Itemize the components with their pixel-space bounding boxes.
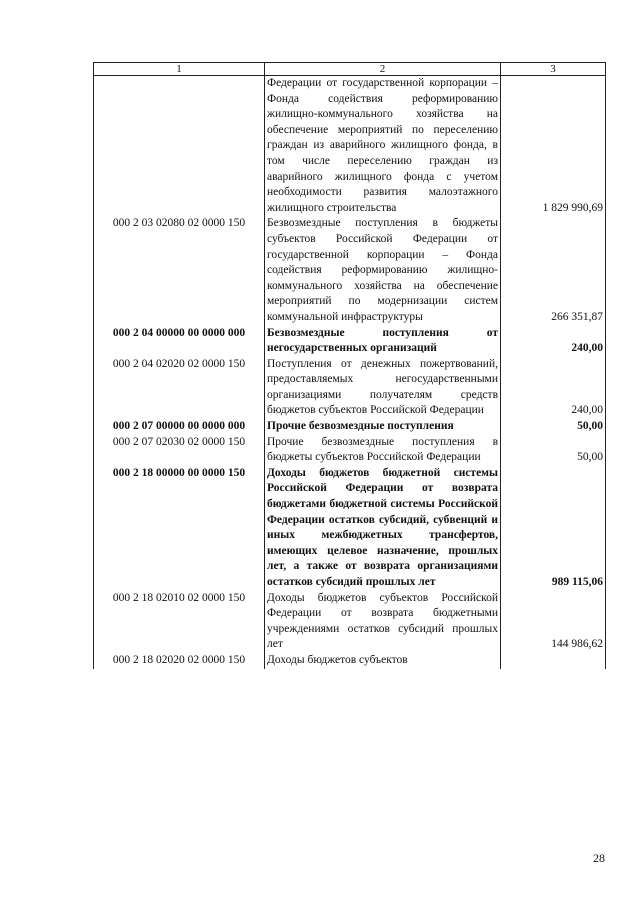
row-name: Поступления от денежных пожертвований, предоставляемых негосударственными организациями получателям средств бюджетов субъектов Российской Федерации	[265, 357, 501, 419]
row-amount: 144 986,62	[501, 591, 606, 653]
header-col-3: 3	[501, 63, 606, 76]
row-code: 000 2 07 00000 00 0000 000	[94, 419, 265, 435]
row-code: 000 2 04 00000 00 0000 000	[94, 326, 265, 357]
row-amount: 266 351,87	[501, 216, 606, 325]
row-amount	[501, 653, 606, 669]
row-name: Прочие безвозмездные поступления в бюджеты субъектов Российской Федерации	[265, 435, 501, 466]
row-code: 000 2 03 02080 02 0000 150	[94, 216, 265, 325]
row-name: Безвозмездные поступления в бюджеты субъектов Российской Федерации от государственной корпорации – Фонда содействия реформированию жилищно-коммунального хозяйства на обеспечение мероприятий по модернизации систем коммунальной инфраструктуры	[265, 216, 501, 325]
row-code	[94, 76, 265, 217]
row-code: 000 2 18 02020 02 0000 150	[94, 653, 265, 669]
row-name: Прочие безвозмездные поступления	[265, 419, 501, 435]
header-col-2: 2	[265, 63, 501, 76]
table-row	[94, 419, 606, 435]
row-amount: 1 829 990,69	[501, 76, 606, 217]
row-code: 000 2 18 02010 02 0000 150	[94, 591, 265, 653]
income-table	[93, 62, 606, 669]
table-row	[94, 591, 606, 653]
row-name: Доходы бюджетов бюджетной системы Российской Федерации от возврата бюджетами бюджетной системы Российской Федерации остатков субсидий, субвенций и иных межбюджетных трансфертов, имеющих целевое назначение, прошлых лет, а также от возврата организациями остатков субсидий прошлых лет	[265, 466, 501, 591]
row-code: 000 2 07 02030 02 0000 150	[94, 435, 265, 466]
table-row	[94, 653, 606, 669]
page-number: 28	[593, 851, 605, 865]
row-amount: 240,00	[501, 326, 606, 357]
row-amount: 240,00	[501, 357, 606, 419]
row-amount: 50,00	[501, 419, 606, 435]
row-name: Безвозмездные поступления от негосударственных организаций	[265, 326, 501, 357]
header-col-1: 1	[94, 63, 265, 76]
table-row	[94, 357, 606, 419]
row-amount: 989 115,06	[501, 466, 606, 591]
table-row	[94, 466, 606, 591]
table-row	[94, 435, 606, 466]
row-code: 000 2 18 00000 00 0000 150	[94, 466, 265, 591]
table-header-row	[94, 63, 606, 76]
row-name: Федерации от государственной корпорации – Фонда содействия реформированию жилищно-коммунального хозяйства на обеспечение мероприятий по переселению граждан из аварийного жилищного фонда, в том числе переселению граждан из аварийного жилищного фонда с учетом необходимости развития малоэтажного жилищного строительства	[265, 76, 501, 217]
table-row	[94, 76, 606, 217]
table-row	[94, 326, 606, 357]
row-code: 000 2 04 02020 02 0000 150	[94, 357, 265, 419]
table-row	[94, 216, 606, 325]
row-name: Доходы бюджетов субъектов	[265, 653, 501, 669]
row-name: Доходы бюджетов субъектов Российской Федерации от возврата бюджетными учреждениями остатков субсидий прошлых лет	[265, 591, 501, 653]
row-amount: 50,00	[501, 435, 606, 466]
